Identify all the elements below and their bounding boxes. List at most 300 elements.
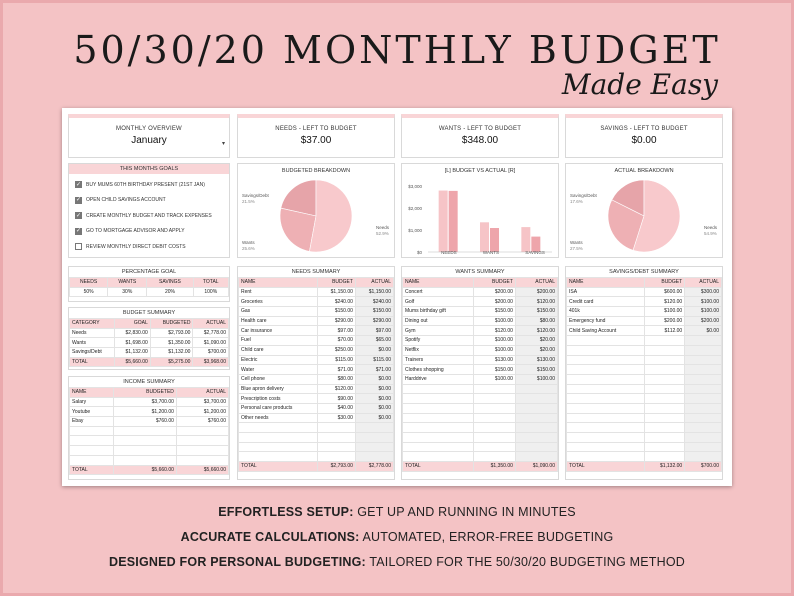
- table-cell[interactable]: $760.00: [176, 417, 228, 427]
- table-cell[interactable]: [567, 336, 645, 346]
- table-cell[interactable]: $80.00: [317, 374, 355, 384]
- table-cell[interactable]: [317, 423, 355, 433]
- table-cell[interactable]: $200.00: [515, 287, 557, 297]
- table-cell[interactable]: [685, 394, 722, 404]
- table-cell[interactable]: [685, 433, 722, 443]
- table-cell[interactable]: $700.00: [193, 348, 229, 358]
- goals-list: [69, 174, 229, 255]
- table-cell[interactable]: [567, 403, 645, 413]
- pie-label-savings: Savings/Debt: [242, 193, 269, 198]
- table-cell[interactable]: $0.00: [355, 394, 393, 404]
- pg-value[interactable]: 30%: [108, 287, 147, 297]
- table-cell[interactable]: [473, 403, 515, 413]
- total-cell: $5,660.00: [115, 357, 151, 367]
- table-cell[interactable]: Golf: [403, 297, 474, 307]
- table-row: [403, 452, 558, 462]
- pg-header: TOTAL: [193, 278, 228, 288]
- table-cell[interactable]: [355, 433, 393, 443]
- table-cell[interactable]: [239, 452, 318, 462]
- bar-wants-budget: [480, 222, 489, 252]
- pie-label-savings: Savings/Debt: [570, 193, 597, 198]
- table-cell[interactable]: $40.00: [317, 403, 355, 413]
- table-cell[interactable]: Other needs: [239, 413, 318, 423]
- table-cell[interactable]: $0.00: [355, 413, 393, 423]
- table-cell[interactable]: Dining out: [403, 316, 474, 326]
- table-cell[interactable]: [70, 426, 114, 436]
- total-cell: $2,778.00: [355, 462, 393, 472]
- table-cell[interactable]: Needs: [70, 328, 115, 338]
- pie-pct-needs: 52.9%: [376, 231, 389, 236]
- table-cell[interactable]: $290.00: [355, 316, 393, 326]
- table-cell[interactable]: [644, 374, 685, 384]
- table-cell[interactable]: $200.00: [473, 297, 515, 307]
- bva-chart-title: [L] BUDGET VS ACTUAL [R]: [444, 168, 516, 174]
- table-cell[interactable]: [355, 423, 393, 433]
- table-cell[interactable]: $100.00: [685, 297, 722, 307]
- table-cell[interactable]: [685, 452, 722, 462]
- table-cell[interactable]: $1,698.00: [115, 338, 151, 348]
- table-cell[interactable]: $150.00: [355, 307, 393, 317]
- budget-sheet: [62, 108, 732, 486]
- table-cell[interactable]: [567, 413, 645, 423]
- table-cell[interactable]: $112.00: [644, 326, 685, 336]
- table-cell[interactable]: $200.00: [644, 316, 685, 326]
- table-cell[interactable]: Car insurance: [239, 326, 318, 336]
- table-cell[interactable]: [473, 423, 515, 433]
- table-cell[interactable]: Salary: [70, 397, 114, 407]
- table-cell[interactable]: [685, 403, 722, 413]
- table-cell[interactable]: $0.00: [355, 345, 393, 355]
- bar-savings-budget: [521, 227, 530, 252]
- table-cell[interactable]: $100.00: [473, 336, 515, 346]
- table-cell[interactable]: Wants: [70, 338, 115, 348]
- month-select-value[interactable]: January: [131, 135, 167, 146]
- table-row: [239, 384, 394, 394]
- table-cell[interactable]: $120.00: [473, 326, 515, 336]
- table-cell[interactable]: $130.00: [473, 355, 515, 365]
- total-cell: $1,132.00: [644, 462, 685, 472]
- table-cell[interactable]: [114, 426, 177, 436]
- table-cell[interactable]: [239, 442, 318, 452]
- table-cell[interactable]: $1,200.00: [176, 407, 228, 417]
- table-cell[interactable]: [317, 442, 355, 452]
- table-cell[interactable]: [317, 433, 355, 443]
- table-cell[interactable]: Health care: [239, 316, 318, 326]
- table-cell[interactable]: $0.00: [355, 374, 393, 384]
- total-cell: $700.00: [685, 462, 722, 472]
- table-cell[interactable]: $100.00: [473, 374, 515, 384]
- table-cell[interactable]: $1,200.00: [114, 407, 177, 417]
- budgeted-pie-chart: [238, 174, 394, 254]
- wants-summary-card: [401, 266, 559, 480]
- table-cell[interactable]: [473, 384, 515, 394]
- table-cell[interactable]: [644, 355, 685, 365]
- table-cell[interactable]: Cell phone: [239, 374, 318, 384]
- table-cell[interactable]: Emergency fund: [567, 316, 645, 326]
- table-cell[interactable]: [176, 455, 228, 465]
- table-cell[interactable]: [515, 423, 557, 433]
- table-cell[interactable]: $0.00: [355, 403, 393, 413]
- table-cell[interactable]: $3,700.00: [114, 397, 177, 407]
- table-cell[interactable]: [473, 452, 515, 462]
- table-cell[interactable]: [114, 436, 177, 446]
- total-cell: TOTAL: [70, 465, 114, 475]
- table-cell[interactable]: Spotify: [403, 336, 474, 346]
- table-cell[interactable]: [567, 442, 645, 452]
- table-cell[interactable]: [515, 413, 557, 423]
- table-cell[interactable]: [355, 442, 393, 452]
- total-cell: TOTAL: [567, 462, 645, 472]
- table-cell[interactable]: Netflix: [403, 345, 474, 355]
- total-cell: $5,660.00: [176, 465, 228, 475]
- table-cell[interactable]: $150.00: [515, 365, 557, 375]
- pg-header: SAVINGS: [147, 278, 193, 288]
- goal-text: REVIEW MONTHLY DIRECT DEBIT COSTS: [86, 243, 186, 250]
- table-cell[interactable]: $1,350.00: [150, 338, 193, 348]
- table-cell[interactable]: $250.00: [317, 345, 355, 355]
- table-cell[interactable]: [685, 442, 722, 452]
- table-cell[interactable]: [644, 452, 685, 462]
- column-header: NAME: [239, 278, 318, 288]
- table-cell[interactable]: $1,132.00: [150, 348, 193, 358]
- table-cell[interactable]: Child care: [239, 345, 318, 355]
- pie-label-wants: Wants: [242, 240, 255, 245]
- table-cell[interactable]: [70, 446, 114, 456]
- table-cell[interactable]: Credit card: [567, 297, 645, 307]
- table-cell[interactable]: $70.00: [317, 336, 355, 346]
- table-cell[interactable]: 401k: [567, 307, 645, 317]
- table-cell[interactable]: Savings/Debt: [70, 348, 115, 358]
- table-row: [567, 336, 722, 346]
- table-cell[interactable]: [403, 423, 474, 433]
- table-row: [239, 403, 394, 413]
- table-cell[interactable]: [644, 403, 685, 413]
- table-cell[interactable]: [239, 423, 318, 433]
- table-cell[interactable]: [567, 345, 645, 355]
- table-cell[interactable]: $200.00: [473, 287, 515, 297]
- table-cell[interactable]: [685, 355, 722, 365]
- table-cell[interactable]: [567, 433, 645, 443]
- column-header: BUDGET: [644, 278, 685, 288]
- table-cell[interactable]: Prescription costs: [239, 394, 318, 404]
- table-cell[interactable]: [567, 384, 645, 394]
- table-cell[interactable]: $71.00: [317, 365, 355, 375]
- table-cell[interactable]: [644, 423, 685, 433]
- table-cell[interactable]: [176, 446, 228, 456]
- table-cell[interactable]: [644, 336, 685, 346]
- table-cell[interactable]: $100.00: [473, 345, 515, 355]
- table-row: [403, 423, 558, 433]
- table-row: [403, 326, 558, 336]
- total-row: [70, 465, 229, 475]
- table-cell[interactable]: Gym: [403, 326, 474, 336]
- table-cell[interactable]: $1,090.00: [193, 338, 229, 348]
- table-cell[interactable]: $1,150.00: [355, 287, 393, 297]
- pie-label-needs: Needs: [376, 225, 390, 230]
- table-cell[interactable]: [403, 384, 474, 394]
- column-header: CATEGORY: [70, 319, 115, 329]
- table-cell[interactable]: [403, 403, 474, 413]
- budget-vs-actual-card: [401, 163, 559, 258]
- table-cell[interactable]: [176, 426, 228, 436]
- savings-left-label: SAVINGS - LEFT TO BUDGET: [600, 126, 688, 132]
- table-cell[interactable]: [644, 394, 685, 404]
- table-cell[interactable]: $120.00: [644, 297, 685, 307]
- goals-title: THIS MONTHS GOALS: [69, 164, 229, 174]
- table-cell[interactable]: [473, 433, 515, 443]
- table-cell[interactable]: [644, 365, 685, 375]
- table-cell[interactable]: [70, 436, 114, 446]
- table-cell[interactable]: $97.00: [355, 326, 393, 336]
- table-cell[interactable]: [567, 374, 645, 384]
- page-subtitle: Made Easy: [561, 68, 718, 101]
- column-header: GOAL: [115, 319, 151, 329]
- table-cell[interactable]: Concert: [403, 287, 474, 297]
- table-cell[interactable]: [644, 413, 685, 423]
- budgeted-chart-title: BUDGETED BREAKDOWN: [281, 168, 351, 174]
- goal-checkbox[interactable]: ✓: [75, 181, 82, 188]
- table-cell[interactable]: [70, 455, 114, 465]
- table-row: [239, 287, 394, 297]
- x-axis-labels: [428, 250, 558, 255]
- table-cell[interactable]: [515, 403, 557, 413]
- savings-left-card: [565, 114, 723, 158]
- table-cell[interactable]: [403, 394, 474, 404]
- wants-summary-title: WANTS SUMMARY: [455, 269, 505, 275]
- table-row: [567, 452, 722, 462]
- table-cell[interactable]: [567, 365, 645, 375]
- table-cell[interactable]: $1,150.00: [317, 287, 355, 297]
- table-cell[interactable]: [644, 384, 685, 394]
- table-cell[interactable]: $100.00: [685, 307, 722, 317]
- table-cell[interactable]: [515, 452, 557, 462]
- needs-left-card: [237, 114, 395, 158]
- pg-value[interactable]: 50%: [70, 287, 108, 297]
- table-cell[interactable]: $80.00: [515, 316, 557, 326]
- table-cell[interactable]: [515, 433, 557, 443]
- table-cell[interactable]: [515, 384, 557, 394]
- table-cell[interactable]: [403, 433, 474, 443]
- table-cell[interactable]: $240.00: [355, 297, 393, 307]
- table-cell[interactable]: $100.00: [644, 307, 685, 317]
- table-cell[interactable]: [685, 384, 722, 394]
- table-cell[interactable]: [515, 442, 557, 452]
- dropdown-caret-icon[interactable]: ▾: [221, 141, 225, 147]
- x-tick: NEEDS: [441, 250, 457, 255]
- table-cell[interactable]: ISA: [567, 287, 645, 297]
- table-cell[interactable]: [114, 455, 177, 465]
- table-cell[interactable]: $100.00: [515, 374, 557, 384]
- table-row: [239, 307, 394, 317]
- table-cell[interactable]: $20.00: [515, 336, 557, 346]
- income-summary-table: [69, 387, 229, 475]
- pie-pct-wants: 27.5%: [570, 246, 583, 251]
- table-cell[interactable]: $290.00: [317, 316, 355, 326]
- total-row: [567, 462, 722, 472]
- column-header: BUDGET: [317, 278, 355, 288]
- pg-value[interactable]: 20%: [147, 287, 193, 297]
- table-cell[interactable]: [239, 433, 318, 443]
- savings-summary-table: [566, 277, 722, 472]
- table-cell[interactable]: Blue apron delivery: [239, 384, 318, 394]
- table-cell[interactable]: Child Saving Account: [567, 326, 645, 336]
- table-cell[interactable]: $90.00: [317, 394, 355, 404]
- table-row: [239, 394, 394, 404]
- total-cell: $3,968.00: [193, 357, 229, 367]
- total-row: [70, 357, 229, 367]
- table-cell[interactable]: $120.00: [515, 297, 557, 307]
- table-cell[interactable]: Gas: [239, 307, 318, 317]
- pie-label-needs: Needs: [704, 225, 718, 230]
- table-row: [70, 455, 229, 465]
- column-header: ACTUAL: [685, 278, 722, 288]
- needs-left-value: $37.00: [300, 135, 332, 146]
- table-cell[interactable]: [644, 442, 685, 452]
- table-row: [403, 403, 558, 413]
- table-row: [567, 355, 722, 365]
- table-cell[interactable]: Groceries: [239, 297, 318, 307]
- goal-text: GO TO MORTGAGE ADVISOR AND APPLY: [86, 228, 185, 235]
- table-cell[interactable]: $2,793.00: [150, 328, 193, 338]
- table-cell[interactable]: $200.00: [685, 316, 722, 326]
- table-row: [403, 374, 558, 384]
- budget-summary-title: BUDGET SUMMARY: [122, 310, 176, 316]
- footer-bold: ACCURATE CALCULATIONS:: [180, 530, 360, 544]
- total-cell: TOTAL: [70, 357, 115, 367]
- table-cell[interactable]: Rent: [239, 287, 318, 297]
- table-cell[interactable]: $2,830.00: [115, 328, 151, 338]
- table-cell[interactable]: $100.00: [473, 316, 515, 326]
- table-cell[interactable]: Harddrive: [403, 374, 474, 384]
- table-cell[interactable]: [473, 442, 515, 452]
- table-cell[interactable]: Fuel: [239, 336, 318, 346]
- table-cell[interactable]: [317, 452, 355, 462]
- table-cell[interactable]: $150.00: [473, 365, 515, 375]
- pg-header: NEEDS: [70, 278, 108, 288]
- wants-left-card: [401, 114, 559, 158]
- table-cell[interactable]: $130.00: [515, 355, 557, 365]
- table-cell[interactable]: $20.00: [515, 345, 557, 355]
- bar-needs-actual: [449, 191, 458, 252]
- table-cell[interactable]: [403, 413, 474, 423]
- goal-text: CREATE MONTHLY BUDGET AND TRACK EXPENSES: [86, 212, 212, 219]
- table-cell[interactable]: $300.00: [685, 287, 722, 297]
- table-cell[interactable]: [567, 394, 645, 404]
- table-cell[interactable]: Personal care products: [239, 403, 318, 413]
- table-cell[interactable]: $0.00: [355, 384, 393, 394]
- table-cell[interactable]: $120.00: [515, 326, 557, 336]
- goal-item: [69, 193, 229, 209]
- goal-checkbox[interactable]: ✓: [75, 197, 82, 204]
- table-cell[interactable]: $150.00: [515, 307, 557, 317]
- table-cell[interactable]: [403, 452, 474, 462]
- table-row: [70, 426, 229, 436]
- table-row: [239, 365, 394, 375]
- table-cell[interactable]: $150.00: [317, 307, 355, 317]
- goal-checkbox[interactable]: [75, 243, 82, 250]
- table-cell[interactable]: [685, 365, 722, 375]
- table-cell[interactable]: $150.00: [473, 307, 515, 317]
- needs-summary-title: NEEDS SUMMARY: [291, 269, 341, 275]
- goal-checkbox[interactable]: ✓: [75, 212, 82, 219]
- table-cell[interactable]: $2,778.00: [193, 328, 229, 338]
- table-cell[interactable]: [644, 345, 685, 355]
- table-cell[interactable]: [685, 336, 722, 346]
- table-cell[interactable]: [114, 446, 177, 456]
- table-row: [70, 397, 229, 407]
- table-row: [239, 452, 394, 462]
- table-cell[interactable]: Electric: [239, 355, 318, 365]
- table-cell[interactable]: [644, 433, 685, 443]
- table-row: [239, 336, 394, 346]
- table-row: [239, 355, 394, 365]
- table-cell[interactable]: $115.00: [355, 355, 393, 365]
- footer-line-designed: [0, 555, 794, 569]
- table-cell[interactable]: [515, 394, 557, 404]
- table-cell[interactable]: $240.00: [317, 297, 355, 307]
- monthly-overview-card[interactable]: [68, 114, 230, 158]
- goal-text: BUY MUMS 60TH BIRTHDAY PRESENT (21ST JAN): [86, 181, 205, 188]
- table-cell[interactable]: Ebay: [70, 417, 114, 427]
- table-cell[interactable]: Youtube: [70, 407, 114, 417]
- total-cell: $5,660.00: [114, 465, 177, 475]
- table-cell[interactable]: Trainers: [403, 355, 474, 365]
- footer-bold: EFFORTLESS SETUP:: [218, 505, 354, 519]
- table-cell[interactable]: [403, 442, 474, 452]
- table-cell[interactable]: $97.00: [317, 326, 355, 336]
- column-header: NAME: [403, 278, 474, 288]
- table-cell[interactable]: $0.00: [685, 326, 722, 336]
- goals-card: [68, 163, 230, 258]
- table-cell[interactable]: $71.00: [355, 365, 393, 375]
- table-cell[interactable]: [473, 413, 515, 423]
- pie-pct-savings: 17.6%: [570, 199, 583, 204]
- goal-checkbox[interactable]: ✓: [75, 228, 82, 235]
- table-cell[interactable]: [685, 374, 722, 384]
- table-row: [567, 394, 722, 404]
- table-cell[interactable]: [685, 345, 722, 355]
- table-cell[interactable]: Clothes shopping: [403, 365, 474, 375]
- table-cell[interactable]: [473, 394, 515, 404]
- footer-text: TAILORED FOR THE 50/30/20 BUDGETING METHOD: [365, 555, 685, 569]
- table-cell[interactable]: [685, 423, 722, 433]
- table-row: [403, 287, 558, 297]
- column-header: BUDGETED: [150, 319, 193, 329]
- table-cell[interactable]: [355, 452, 393, 462]
- table-cell[interactable]: $600.00: [644, 287, 685, 297]
- table-row: [70, 328, 229, 338]
- table-row: [567, 307, 722, 317]
- table-cell[interactable]: [567, 423, 645, 433]
- table-cell[interactable]: [685, 413, 722, 423]
- table-row: [70, 407, 229, 417]
- table-cell[interactable]: [176, 436, 228, 446]
- table-cell[interactable]: $1,132.00: [115, 348, 151, 358]
- table-cell[interactable]: [567, 355, 645, 365]
- table-cell[interactable]: $115.00: [317, 355, 355, 365]
- column-header: ACTUAL: [176, 388, 228, 398]
- table-cell[interactable]: $760.00: [114, 417, 177, 427]
- table-cell[interactable]: $120.00: [317, 384, 355, 394]
- table-cell[interactable]: $30.00: [317, 413, 355, 423]
- table-cell[interactable]: $65.00: [355, 336, 393, 346]
- needs-summary-card: [237, 266, 395, 480]
- table-cell[interactable]: [567, 452, 645, 462]
- table-cell[interactable]: $3,700.00: [176, 397, 228, 407]
- table-cell[interactable]: Mums birthday gift: [403, 307, 474, 317]
- column-header: BUDGET: [473, 278, 515, 288]
- table-cell[interactable]: Water: [239, 365, 318, 375]
